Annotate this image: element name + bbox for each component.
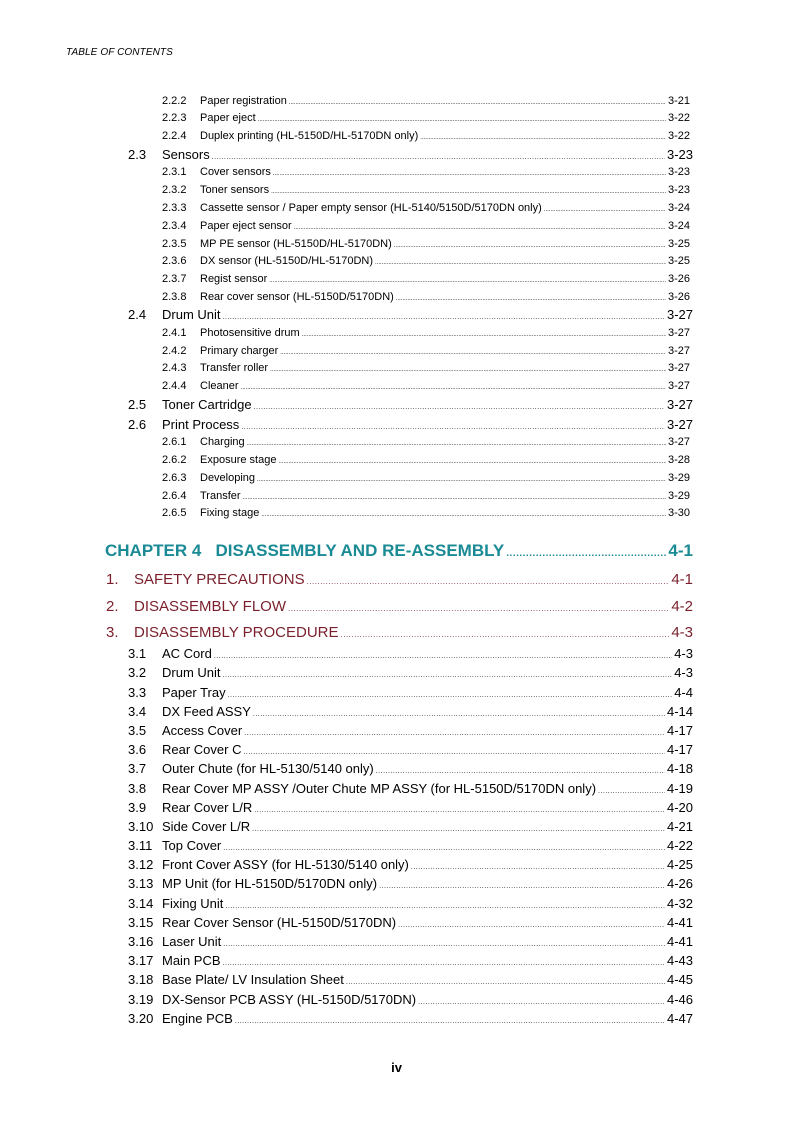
toc-entry[interactable] — [128, 972, 693, 987]
toc-page: 3-26 — [667, 273, 690, 285]
dot-leader — [212, 154, 665, 161]
dot-leader — [254, 807, 665, 814]
toc-entry[interactable] — [162, 95, 690, 107]
dot-leader — [341, 630, 670, 639]
toc-page: 3-27 — [667, 380, 690, 392]
toc-number: 3.10 — [128, 819, 154, 834]
toc-title: Rear Cover Sensor (HL-5150D/5170DN) — [162, 915, 397, 930]
toc-title: Paper eject — [200, 112, 256, 124]
toc-title: Charging — [200, 436, 245, 448]
toc-number: 2.4.3 — [162, 362, 187, 374]
toc-entry[interactable] — [128, 934, 693, 949]
toc-title: MP PE sensor (HL-5150D/HL-5170DN) — [200, 238, 392, 250]
toc-page: 3-27 — [666, 307, 693, 322]
toc-title: Top Cover — [162, 838, 222, 853]
toc-number: 3.2 — [128, 665, 147, 680]
section-number: 3. — [106, 624, 119, 641]
toc-number: 2.3.7 — [162, 273, 187, 285]
dot-leader — [223, 960, 665, 967]
toc-number: 2.3.2 — [162, 184, 187, 196]
toc-page: 3-24 — [667, 220, 690, 232]
toc-number: 3.5 — [128, 723, 147, 738]
dot-leader — [278, 459, 666, 465]
dot-leader — [420, 135, 666, 141]
toc-number: 3.15 — [128, 915, 154, 930]
dot-leader — [302, 332, 666, 338]
toc-entry[interactable] — [128, 723, 693, 738]
dot-leader — [294, 225, 666, 231]
toc-entry[interactable] — [162, 130, 690, 142]
toc-number: 3.14 — [128, 896, 154, 911]
section-title: DISASSEMBLY PROCEDURE — [134, 624, 339, 641]
toc-entry[interactable] — [128, 147, 693, 162]
toc-number: 3.7 — [128, 761, 147, 776]
toc-title: Exposure stage — [200, 454, 277, 466]
toc-page: 3-27 — [666, 397, 693, 412]
toc-number: 2.6.3 — [162, 472, 187, 484]
toc-entry[interactable] — [128, 307, 693, 322]
toc-title: Transfer — [200, 490, 241, 502]
toc-entry[interactable] — [128, 1011, 693, 1026]
toc-entry[interactable] — [162, 273, 690, 285]
toc-title: Rear Cover C — [162, 742, 242, 757]
dot-leader — [244, 730, 665, 737]
toc-number: 3.6 — [128, 742, 147, 757]
dot-leader — [214, 653, 672, 660]
toc-number: 2.6.5 — [162, 507, 187, 519]
toc-title: Print Process — [162, 417, 240, 432]
section-number: 1. — [106, 571, 119, 588]
toc-title: Paper eject sensor — [200, 220, 292, 232]
dot-leader — [235, 1018, 665, 1025]
toc-title: Rear Cover L/R — [162, 800, 253, 815]
toc-page: 3-23 — [666, 147, 693, 162]
toc-number: 2.3.4 — [162, 220, 187, 232]
toc-page: 4-19 — [666, 781, 693, 796]
toc-entry[interactable] — [128, 992, 693, 1007]
dot-leader — [223, 314, 665, 321]
dot-leader — [223, 672, 673, 679]
running-header: TABLE OF CONTENTS — [66, 47, 173, 58]
toc-page: 4-3 — [674, 665, 693, 680]
toc-title: Cleaner — [200, 380, 239, 392]
toc-page: 3-30 — [667, 507, 690, 519]
toc-title: Engine PCB — [162, 1011, 233, 1026]
dot-leader — [379, 883, 665, 890]
toc-number: 3.18 — [128, 972, 154, 987]
toc-title: AC Cord — [162, 646, 212, 661]
toc-page: 4-47 — [666, 1011, 693, 1026]
toc-page: 4-32 — [666, 896, 693, 911]
section-page: 4-3 — [671, 624, 693, 641]
dot-leader — [376, 768, 665, 775]
toc-number: 2.6.2 — [162, 454, 187, 466]
toc-entry[interactable] — [162, 454, 690, 466]
dot-leader — [394, 243, 666, 249]
toc-title: Transfer roller — [200, 362, 269, 374]
dot-leader — [280, 350, 666, 356]
toc-title: Base Plate/ LV Insulation Sheet — [162, 972, 344, 987]
toc-page: 4-41 — [666, 915, 693, 930]
section-number: 2. — [106, 598, 119, 615]
toc-entry[interactable] — [128, 781, 693, 796]
page-number: iv — [391, 1060, 402, 1075]
section-entry[interactable] — [106, 598, 693, 615]
toc-page: 3-27 — [667, 345, 690, 357]
toc-title: Duplex printing (HL-5150D/HL-5170DN only) — [200, 130, 419, 142]
toc-entry[interactable] — [162, 380, 690, 392]
toc-page: 3-22 — [667, 130, 690, 142]
toc-title: DX Feed ASSY — [162, 704, 251, 719]
toc-entry[interactable] — [128, 838, 693, 853]
section-title: SAFETY PRECAUTIONS — [134, 571, 305, 588]
toc-number: 2.3 — [128, 147, 147, 162]
toc-number: 2.3.8 — [162, 291, 187, 303]
dot-leader — [288, 604, 669, 613]
toc-entry[interactable] — [162, 507, 690, 519]
toc-number: 2.6.4 — [162, 490, 187, 502]
section-title: DISASSEMBLY FLOW — [134, 598, 286, 615]
toc-entry[interactable] — [128, 896, 693, 911]
toc-page: 3-23 — [667, 184, 690, 196]
toc-number: 2.4.4 — [162, 380, 187, 392]
toc-entry[interactable] — [162, 490, 690, 502]
toc-number: 3.16 — [128, 934, 154, 949]
toc-page: 3-24 — [667, 202, 690, 214]
dot-leader — [225, 903, 665, 910]
toc-number: 2.3.1 — [162, 166, 187, 178]
toc-title: Regist sensor — [200, 273, 268, 285]
toc-title: Cassette sensor / Paper empty sensor (HL-5140/5150D/5170DN only) — [200, 202, 542, 214]
toc-number: 2.2.4 — [162, 130, 187, 142]
toc-title: Sensors — [162, 147, 210, 162]
toc-entry[interactable] — [162, 291, 690, 303]
dot-leader — [375, 260, 666, 266]
toc-number: 3.9 — [128, 800, 147, 815]
dot-leader — [241, 424, 665, 431]
dot-leader — [247, 441, 666, 447]
dot-leader — [418, 999, 665, 1006]
toc-page: 4-22 — [666, 838, 693, 853]
toc-page: 3-21 — [667, 95, 690, 107]
dot-leader — [346, 979, 665, 986]
toc-number: 2.3.5 — [162, 238, 187, 250]
toc-entry[interactable] — [128, 953, 693, 968]
toc-page: 4-17 — [666, 723, 693, 738]
toc-title: Photosensitive drum — [200, 327, 300, 339]
dot-leader — [269, 278, 666, 284]
toc-number: 2.4.1 — [162, 327, 187, 339]
toc-number: 2.6.1 — [162, 436, 187, 448]
dot-leader — [261, 512, 666, 518]
toc-number: 2.5 — [128, 397, 147, 412]
dot-leader — [307, 577, 670, 586]
toc-title: Laser Unit — [162, 934, 222, 949]
toc-entry[interactable] — [128, 761, 693, 776]
dot-leader — [396, 296, 666, 302]
toc-page: 4-26 — [666, 876, 693, 891]
toc-entry[interactable] — [162, 184, 690, 196]
toc-number: 3.17 — [128, 953, 154, 968]
toc-page: 4-3 — [674, 646, 693, 661]
toc-title: Drum Unit — [162, 665, 221, 680]
toc-title: Rear Cover MP ASSY /Outer Chute MP ASSY (for HL-5150D/5170DN only) — [162, 781, 597, 796]
toc-entry[interactable] — [128, 876, 693, 891]
toc-entry[interactable] — [128, 742, 693, 757]
dot-leader — [252, 826, 665, 833]
toc-title: Toner sensors — [200, 184, 270, 196]
toc-entry[interactable] — [128, 417, 693, 432]
toc-page: 3-25 — [667, 238, 690, 250]
toc-page: 3-27 — [667, 362, 690, 374]
toc-number: 3.11 — [128, 838, 153, 853]
section-page: 4-1 — [671, 571, 693, 588]
toc-title: Drum Unit — [162, 307, 221, 322]
toc-entry[interactable] — [162, 327, 690, 339]
toc-title: Access Cover — [162, 723, 243, 738]
toc-title: Front Cover ASSY (for HL-5130/5140 only) — [162, 857, 409, 872]
toc-number: 3.13 — [128, 876, 154, 891]
toc-page: 3-29 — [667, 472, 690, 484]
toc-page: 4-41 — [666, 934, 693, 949]
toc-title: Primary charger — [200, 345, 279, 357]
chapter-page: 4-1 — [668, 541, 693, 560]
toc-page: 3-29 — [667, 490, 690, 502]
toc-page: 3-27 — [666, 417, 693, 432]
toc-page: 4-21 — [666, 819, 693, 834]
toc-number: 2.4 — [128, 307, 147, 322]
toc-page: 3-28 — [667, 454, 690, 466]
toc-title: Rear cover sensor (HL-5150D/5170DN) — [200, 291, 394, 303]
toc-page: 4-14 — [666, 704, 693, 719]
dot-leader — [273, 171, 666, 177]
toc-title: Fixing Unit — [162, 896, 224, 911]
dot-leader — [223, 845, 665, 852]
toc-title: Cover sensors — [200, 166, 271, 178]
toc-entry[interactable] — [128, 685, 693, 700]
toc-entry[interactable] — [162, 202, 690, 214]
toc-number: 3.3 — [128, 685, 147, 700]
dot-leader — [241, 385, 666, 391]
toc-entry[interactable] — [162, 345, 690, 357]
toc-number: 3.4 — [128, 704, 147, 719]
toc-number: 2.6 — [128, 417, 147, 432]
toc-page: 4-45 — [666, 972, 693, 987]
toc-number: 2.2.2 — [162, 95, 187, 107]
toc-entry[interactable] — [128, 397, 693, 412]
toc-number: 3.12 — [128, 857, 154, 872]
toc-title: Developing — [200, 472, 256, 484]
chapter-heading[interactable] — [105, 541, 693, 561]
toc-title: Paper Tray — [162, 685, 226, 700]
toc-number: 2.3.6 — [162, 255, 187, 267]
section-page: 4-2 — [671, 598, 693, 615]
toc-number: 2.2.3 — [162, 112, 187, 124]
toc-entry[interactable] — [162, 255, 690, 267]
dot-leader — [270, 367, 666, 373]
dot-leader — [289, 100, 666, 106]
toc-number: 3.20 — [128, 1011, 154, 1026]
toc-page: 3-27 — [667, 327, 690, 339]
dot-leader — [228, 692, 673, 699]
dot-leader — [598, 788, 665, 795]
toc-title: Outer Chute (for HL-5130/5140 only) — [162, 761, 374, 776]
toc-entry[interactable] — [128, 819, 693, 834]
toc-page: 4-25 — [666, 857, 693, 872]
toc-page: 4-4 — [674, 685, 693, 700]
toc-page: 3-23 — [667, 166, 690, 178]
toc-entry[interactable] — [162, 362, 690, 374]
toc-entry[interactable] — [162, 220, 690, 232]
toc-entry[interactable] — [128, 704, 693, 719]
toc-number: 2.4.2 — [162, 345, 187, 357]
toc-page: 4-43 — [666, 953, 693, 968]
dot-leader — [411, 864, 665, 871]
toc-page: 3-26 — [667, 291, 690, 303]
dot-leader — [254, 404, 665, 411]
toc-title: DX-Sensor PCB ASSY (HL-5150D/5170DN) — [162, 992, 417, 1007]
dot-leader — [506, 548, 666, 559]
toc-title: DX sensor (HL-5150D/HL-5170DN) — [200, 255, 374, 267]
toc-title: Paper registration — [200, 95, 287, 107]
toc-page: 4-17 — [666, 742, 693, 757]
dot-leader — [257, 477, 666, 483]
toc-title: Side Cover L/R — [162, 819, 251, 834]
toc-page: 3-27 — [667, 436, 690, 448]
toc-title: MP Unit (for HL-5150D/5170DN only) — [162, 876, 378, 891]
toc-number: 3.1 — [128, 646, 147, 661]
toc-title: Main PCB — [162, 953, 221, 968]
toc-entry[interactable] — [162, 436, 690, 448]
dot-leader — [243, 749, 665, 756]
toc-entry[interactable] — [162, 112, 690, 124]
toc-entry[interactable] — [162, 166, 690, 178]
dot-leader — [223, 941, 665, 948]
dot-leader — [398, 922, 665, 929]
dot-leader — [258, 117, 666, 123]
toc-number: 3.19 — [128, 992, 154, 1007]
toc-entry[interactable] — [162, 472, 690, 484]
dot-leader — [544, 207, 666, 213]
toc-number: 3.8 — [128, 781, 147, 796]
toc-entry[interactable] — [128, 665, 693, 680]
toc-number: 2.3.3 — [162, 202, 187, 214]
toc-entry[interactable] — [128, 800, 693, 815]
toc-title: Fixing stage — [200, 507, 260, 519]
toc-entry[interactable] — [162, 238, 690, 250]
section-entry[interactable] — [106, 624, 693, 641]
chapter-title: CHAPTER 4 DISASSEMBLY AND RE-ASSEMBLY — [105, 541, 505, 560]
section-entry[interactable] — [106, 571, 693, 588]
toc-page: 3-25 — [667, 255, 690, 267]
toc-page: 3-22 — [667, 112, 690, 124]
toc-page: 4-46 — [666, 992, 693, 1007]
toc-page: 4-20 — [666, 800, 693, 815]
toc-entry[interactable] — [128, 915, 693, 930]
dot-leader — [243, 495, 666, 501]
toc-page: 4-18 — [666, 761, 693, 776]
toc-title: Toner Cartridge — [162, 397, 252, 412]
toc-entry[interactable] — [128, 646, 693, 661]
toc-entry[interactable] — [128, 857, 693, 872]
dot-leader — [271, 189, 666, 195]
dot-leader — [253, 711, 665, 718]
